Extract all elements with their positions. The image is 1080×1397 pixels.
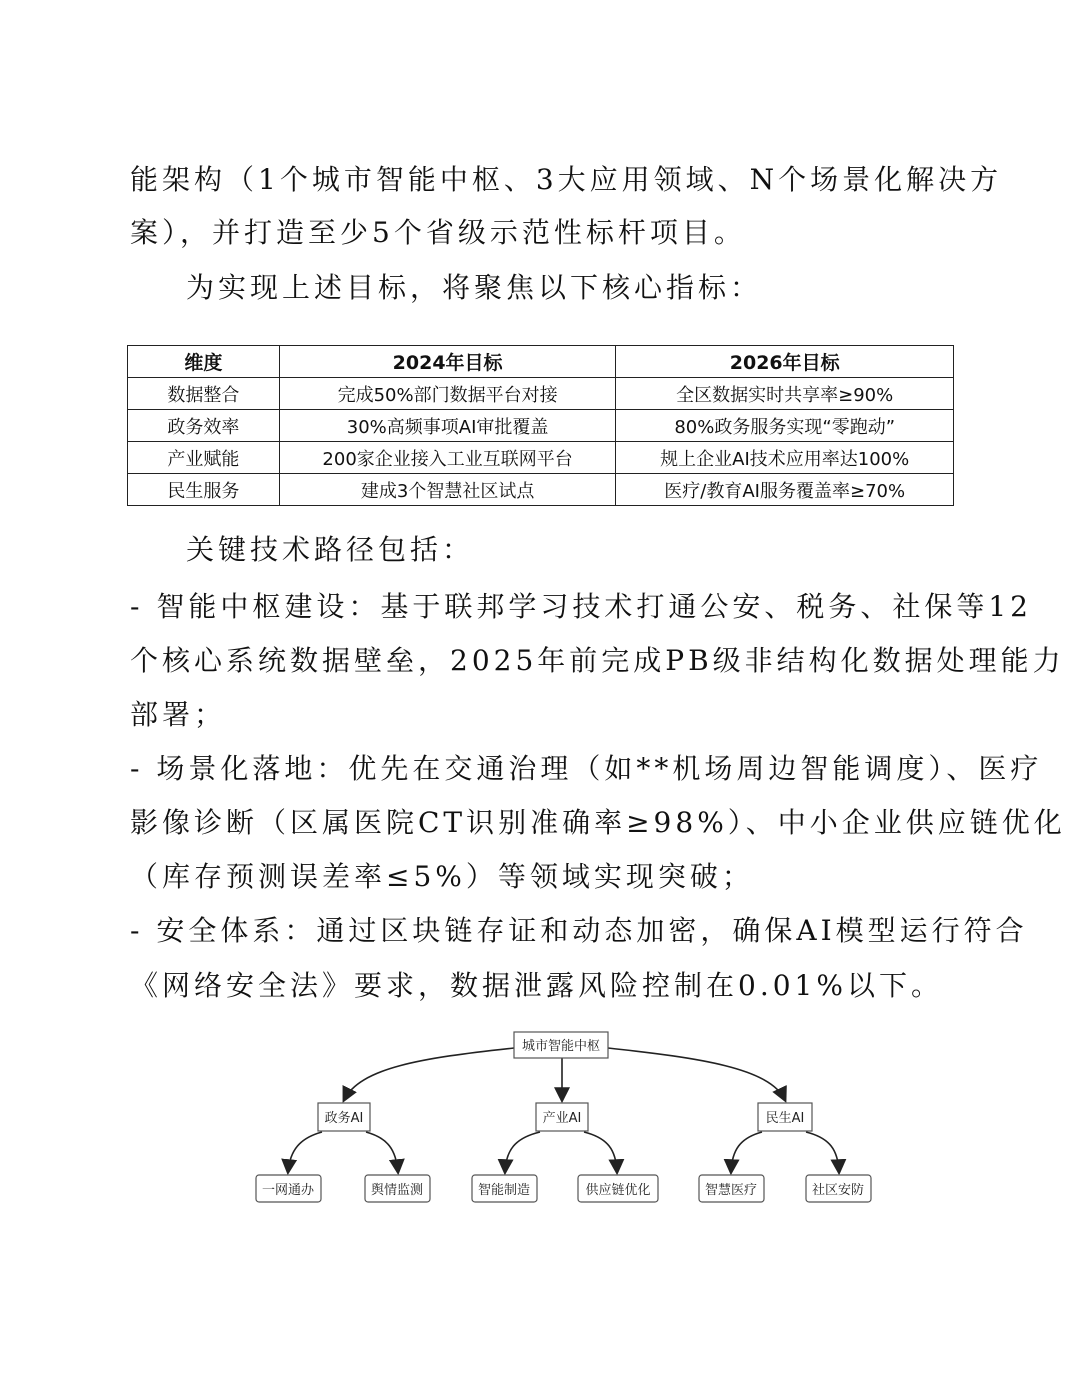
- diagram-leaf-node: [256, 1175, 321, 1202]
- diagram-leaf-label: 社区安防: [811, 1183, 865, 1198]
- diagram-edge: [505, 1132, 540, 1172]
- table-cell: 30%高频事项AI审批覆盖: [279, 410, 616, 442]
- diagram-branch-label: 民生AI: [765, 1111, 805, 1126]
- diagram-root-label: 城市智能中枢: [521, 1039, 601, 1054]
- diagram-branch-node: [758, 1103, 812, 1131]
- diagram-branch-label: 政务AI: [324, 1111, 364, 1126]
- table-header-cell: 维度: [128, 346, 280, 378]
- diagram-edge: [344, 1048, 514, 1100]
- diagram-leaf-node: [472, 1175, 537, 1202]
- bullet-3-line-1: - 安全体系：通过区块链存证和动态加密，确保AI模型运行符合: [130, 914, 1028, 947]
- diagram-edge: [806, 1132, 839, 1172]
- table-header-cell: 2024年目标: [279, 346, 616, 378]
- table-header-cell: 2026年目标: [616, 346, 954, 378]
- bullet-2-line-2: 影像诊断（区属医院CT识别准确率≥98%）、中小企业供应链优化: [130, 806, 1066, 839]
- diagram-edge: [584, 1132, 617, 1172]
- diagram-branch-label: 产业AI: [542, 1111, 582, 1126]
- paragraph-1-line-2: 案），并打造至少5个省级示范性标杆项目。: [130, 216, 746, 249]
- table-cell: 建成3个智慧社区试点: [279, 474, 616, 506]
- table-cell: 200家企业接入工业互联网平台: [279, 442, 616, 474]
- table-cell: 规上企业AI技术应用率达100%: [616, 442, 954, 474]
- diagram-edge: [366, 1132, 398, 1172]
- table-cell: 数据整合: [128, 378, 280, 410]
- table-cell: 80%政务服务实现“零跑动”: [616, 410, 954, 442]
- table-cell: 产业赋能: [128, 442, 280, 474]
- table-cell: 医疗/教育AI服务覆盖率≥70%: [616, 474, 954, 506]
- diagram-edge: [608, 1048, 785, 1100]
- bullet-1-line-2: 个核心系统数据壁垒，2025年前完成PB级非结构化数据处理能力: [130, 644, 1065, 677]
- diagram-leaf-label: 舆情监测: [370, 1183, 424, 1198]
- bullet-3-line-2: 《网络安全法》要求，数据泄露风险控制在0.01%以下。: [130, 969, 943, 1002]
- paragraph-1-line-1: 能架构（1个城市智能中枢、3大应用领域、N个场景化解决方: [130, 163, 1003, 196]
- diagram-leaf-node: [578, 1175, 658, 1202]
- table-cell: 政务效率: [128, 410, 280, 442]
- diagram-edge: [731, 1132, 762, 1172]
- bullet-1-line-3: 部署；: [130, 698, 227, 731]
- table-cell: 完成50%部门数据平台对接: [279, 378, 616, 410]
- diagram-edge: [288, 1132, 322, 1172]
- diagram-branch-node: [318, 1103, 370, 1131]
- bullet-2-line-3: （库存预测误差率≤5%）等领域实现突破；: [130, 860, 754, 893]
- paragraph-2: 为实现上述目标，将聚焦以下核心指标：: [186, 271, 763, 304]
- diagram-leaf-node: [806, 1175, 871, 1202]
- diagram-leaf-label: 智慧医疗: [704, 1183, 758, 1198]
- diagram-leaf-node: [699, 1175, 764, 1202]
- paragraph-3: 关键技术路径包括：: [186, 533, 475, 566]
- diagram-leaf-node: [365, 1175, 430, 1202]
- diagram-leaf-label: 一网通办: [261, 1183, 315, 1198]
- diagram-branch-node: [536, 1103, 588, 1131]
- diagram-leaf-label: 智能制造: [477, 1183, 531, 1198]
- table-cell: 民生服务: [128, 474, 280, 506]
- bullet-2-line-1: - 场景化落地：优先在交通治理（如**机场周边智能调度）、医疗: [130, 752, 1043, 785]
- diagram-leaf-label: 供应链优化: [585, 1183, 651, 1198]
- table-cell: 全区数据实时共享率≥90%: [616, 378, 954, 410]
- bullet-1-line-1: - 智能中枢建设：基于联邦学习技术打通公安、税务、社保等12: [130, 590, 1032, 623]
- diagram-root-node: [514, 1032, 608, 1058]
